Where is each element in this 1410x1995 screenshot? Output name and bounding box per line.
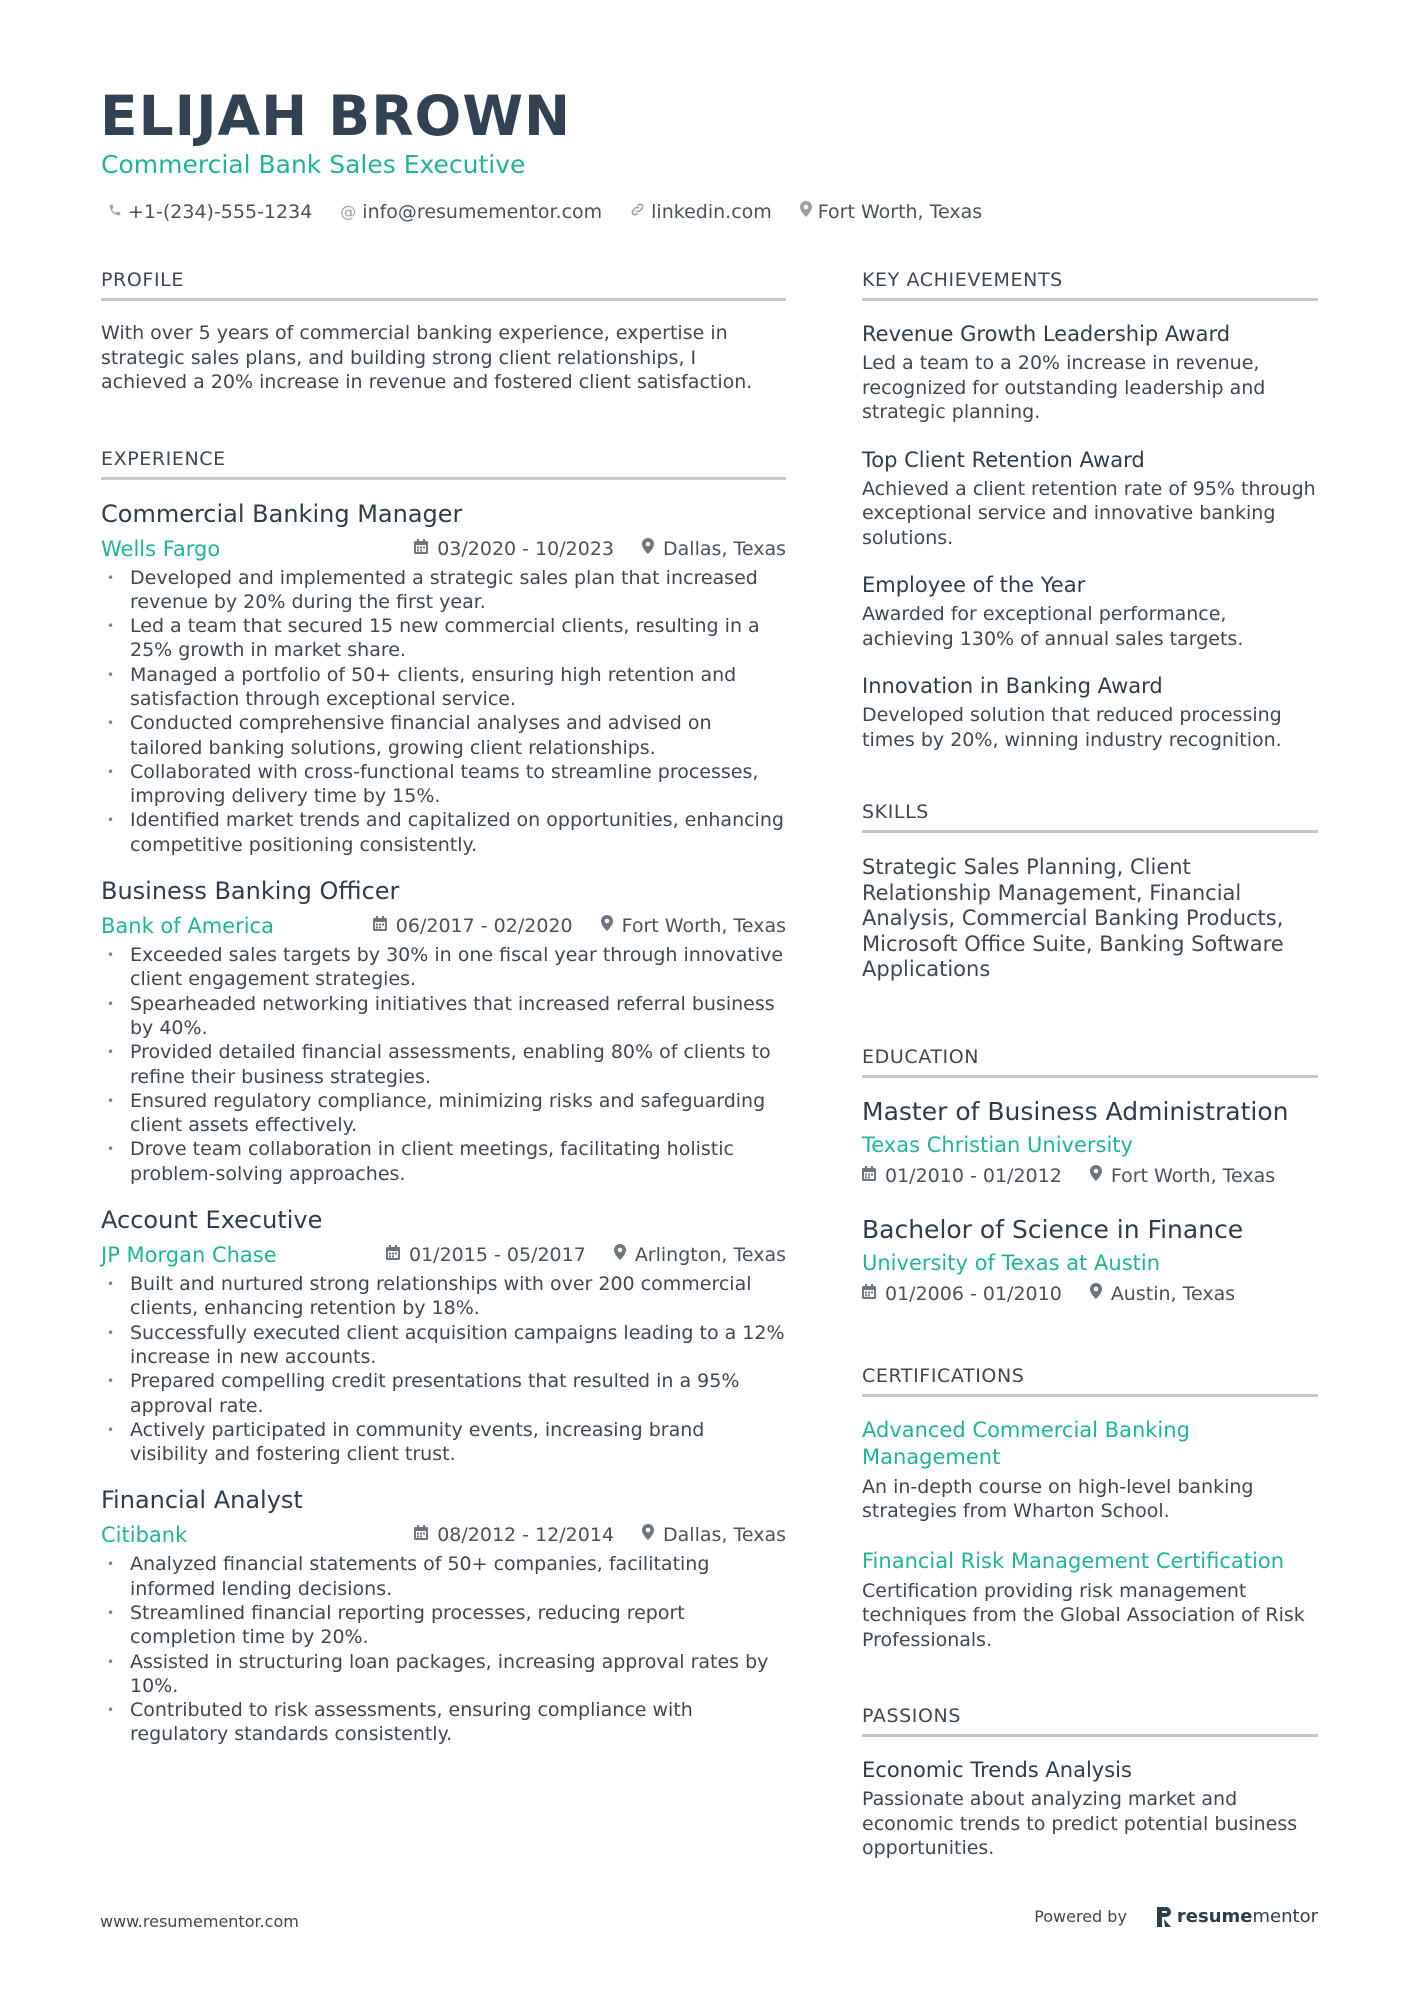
achievements-section bbox=[862, 266, 1318, 752]
certification-item bbox=[862, 1548, 1318, 1653]
at-icon: @ bbox=[340, 202, 357, 221]
brand-logo-icon bbox=[1157, 1907, 1171, 1927]
job-entry bbox=[101, 1204, 786, 1466]
passions-heading: PASSIONS bbox=[862, 1702, 1318, 1737]
company-name: JP Morgan Chase bbox=[101, 1243, 277, 1268]
right-column bbox=[862, 266, 1318, 1861]
contact-bar bbox=[108, 199, 1010, 225]
footer-powered bbox=[1034, 1906, 1318, 1927]
bullet-item: • Drove team collaboration in client meetings, facilitating holistic problem-solving approaches. bbox=[101, 1137, 786, 1186]
bullet-item: • Analyzed financial statements of 50+ companies, facilitating informed lending decisions. bbox=[101, 1552, 786, 1601]
skills-section bbox=[862, 798, 1318, 983]
map-pin-icon bbox=[601, 911, 613, 941]
job-location bbox=[642, 1520, 786, 1550]
powered-by-text: Powered by bbox=[1034, 1907, 1127, 1926]
certifications-heading: CERTIFICATIONS bbox=[862, 1362, 1318, 1397]
certification-item bbox=[862, 1417, 1318, 1524]
achievement-desc: Achieved a client retention rate of 95% through exceptional service and innovative banking solutions. bbox=[862, 477, 1316, 549]
certification-title: Financial Risk Management Certification bbox=[862, 1548, 1284, 1573]
job-title: Business Banking Officer bbox=[101, 877, 400, 906]
achievement-item bbox=[862, 445, 1318, 551]
bullet-item: • Led a team that secured 15 new commercial clients, resulting in a 25% growth in market share. bbox=[101, 614, 786, 663]
location-text: Fort Worth, Texas bbox=[817, 201, 983, 223]
company-name: Bank of America bbox=[101, 914, 274, 939]
job-dates bbox=[414, 534, 614, 564]
profile-heading: PROFILE bbox=[101, 266, 786, 301]
bullet-item: • Identified market trends and capitalized on opportunities, enhancing competitive positioning consistently. bbox=[101, 808, 786, 857]
link-icon bbox=[630, 199, 645, 225]
job-location-text: Dallas, Texas bbox=[663, 1524, 786, 1547]
calendar-icon bbox=[414, 534, 428, 564]
education-dates: 01/2006 - 01/2010 bbox=[885, 1282, 1062, 1305]
footer-url[interactable]: www.resumementor.com bbox=[100, 1912, 299, 1931]
calendar-icon bbox=[414, 1520, 428, 1550]
bullet-item: • Spearheaded networking initiatives that increased referral business by 40%. bbox=[101, 992, 786, 1041]
certifications-section bbox=[862, 1362, 1318, 1653]
candidate-role: Commercial Bank Sales Executive bbox=[101, 150, 526, 179]
skills-text: Strategic Sales Planning, Client Relationship Management, Financial Analysis, Commercial Banking Products, Microsoft Office Suite, Banking Software Applications bbox=[862, 855, 1284, 981]
job-bullets bbox=[101, 566, 786, 858]
job-entry bbox=[101, 498, 786, 858]
job-dates bbox=[373, 911, 573, 941]
achievement-item bbox=[862, 570, 1318, 651]
calendar-icon bbox=[386, 1240, 400, 1270]
certification-title: Advanced Commercial Banking Management bbox=[862, 1417, 1190, 1469]
job-title: Financial Analyst bbox=[101, 1486, 303, 1515]
passion-desc: Passionate about analyzing market and economic trends to predict potential business opportunities. bbox=[862, 1788, 1298, 1859]
achievement-item bbox=[862, 319, 1318, 425]
passion-title: Economic Trends Analysis bbox=[862, 1758, 1132, 1782]
achievement-title: Revenue Growth Leadership Award bbox=[862, 322, 1231, 346]
bullet-item: • Contributed to risk assessments, ensuring compliance with regulatory standards consistently. bbox=[101, 1698, 786, 1747]
job-location-text: Fort Worth, Texas bbox=[621, 915, 786, 938]
job-location-text: Dallas, Texas bbox=[663, 537, 786, 560]
experience-section bbox=[101, 445, 786, 1747]
candidate-name: ELIJAH BROWN bbox=[100, 84, 572, 148]
bullet-item: • Collaborated with cross-functional teams to streamline processes, improving delivery time by 15%. bbox=[101, 760, 786, 809]
achievements-heading: KEY ACHIEVEMENTS bbox=[862, 266, 1318, 301]
brand-logo[interactable] bbox=[1157, 1906, 1318, 1927]
phone-text: +1-(234)-555-1234 bbox=[128, 201, 313, 223]
degree-title: Master of Business Administration bbox=[862, 1096, 1289, 1126]
achievement-title: Top Client Retention Award bbox=[862, 447, 1145, 472]
bullet-item: • Successfully executed client acquisition campaigns leading to a 12% increase in new accounts. bbox=[101, 1321, 786, 1370]
passions-section bbox=[862, 1702, 1318, 1861]
calendar-icon bbox=[862, 1280, 876, 1308]
job-title: Account Executive bbox=[101, 1206, 323, 1235]
linkedin-text: linkedin.com bbox=[651, 201, 772, 223]
brand-name-light: mentor bbox=[1252, 1906, 1318, 1927]
skills-heading: SKILLS bbox=[862, 798, 1318, 833]
achievement-title: Employee of the Year bbox=[862, 573, 1086, 597]
job-meta bbox=[101, 1520, 786, 1550]
company-name: Citibank bbox=[101, 1523, 188, 1548]
contact-email[interactable] bbox=[340, 199, 602, 225]
calendar-icon bbox=[373, 911, 387, 941]
job-dates bbox=[386, 1240, 586, 1270]
bullet-item: • Built and nurtured strong relationships with over 200 commercial clients, enhancing retention by 18%. bbox=[101, 1272, 786, 1321]
education-location: Fort Worth, Texas bbox=[1110, 1164, 1276, 1187]
email-text: info@resumementor.com bbox=[362, 201, 603, 223]
achievement-desc: Led a team to a 20% increase in revenue, recognized for outstanding leadership and strategic planning. bbox=[862, 352, 1266, 423]
bullet-item: • Streamlined financial reporting processes, reducing report completion time by 20%. bbox=[101, 1601, 786, 1650]
map-pin-icon bbox=[642, 534, 654, 564]
education-item bbox=[862, 1214, 1318, 1308]
company-name: Wells Fargo bbox=[101, 536, 221, 561]
job-dates-text: 03/2020 - 10/2023 bbox=[437, 537, 615, 560]
education-heading: EDUCATION bbox=[862, 1043, 1318, 1078]
achievement-desc: Developed solution that reduced processing times by 20%, winning industry recognition. bbox=[862, 704, 1282, 751]
bullet-item: • Assisted in structuring loan packages, increasing approval rates by 10%. bbox=[101, 1650, 786, 1699]
job-meta bbox=[101, 911, 786, 941]
contact-phone[interactable] bbox=[108, 199, 312, 225]
map-pin-icon bbox=[642, 1520, 654, 1550]
phone-icon bbox=[108, 199, 122, 225]
map-pin-icon bbox=[614, 1240, 626, 1270]
map-pin-icon bbox=[800, 199, 812, 225]
job-meta bbox=[101, 1240, 786, 1270]
bullet-item: • Provided detailed financial assessments, enabling 80% of clients to refine their business strategies. bbox=[101, 1040, 786, 1089]
education-dates: 01/2010 - 01/2012 bbox=[885, 1164, 1062, 1187]
school-name: University of Texas at Austin bbox=[862, 1250, 1161, 1275]
profile-text: With over 5 years of commercial banking experience, expertise in strategic sales plans, and building strong client relationships, I achieved a 20% increase in revenue and fostered client satisfaction. bbox=[101, 322, 753, 393]
bullet-item: • Managed a portfolio of 50+ clients, ensuring high retention and satisfaction through exceptional service. bbox=[101, 663, 786, 712]
job-location bbox=[601, 911, 786, 941]
job-bullets bbox=[101, 943, 786, 1186]
education-meta bbox=[862, 1280, 1318, 1308]
job-dates bbox=[414, 1520, 614, 1550]
education-location: Austin, Texas bbox=[1110, 1282, 1236, 1305]
job-dates-text: 06/2017 - 02/2020 bbox=[395, 915, 573, 938]
contact-location bbox=[800, 199, 982, 225]
job-entry bbox=[101, 875, 786, 1186]
experience-heading: EXPERIENCE bbox=[101, 445, 786, 480]
job-dates-text: 01/2015 - 05/2017 bbox=[409, 1244, 586, 1267]
left-column bbox=[101, 266, 786, 1747]
achievement-item bbox=[862, 671, 1318, 752]
map-pin-icon bbox=[1090, 1162, 1102, 1190]
education-section bbox=[862, 1043, 1318, 1308]
achievement-title: Innovation in Banking Award bbox=[862, 674, 1163, 698]
education-meta bbox=[862, 1162, 1318, 1190]
profile-section bbox=[101, 266, 786, 395]
job-bullets bbox=[101, 1272, 786, 1466]
brand-name-bold: resume bbox=[1176, 1906, 1253, 1927]
bullet-item: • Developed and implemented a strategic sales plan that increased revenue by 20% during the first year. bbox=[101, 566, 786, 615]
degree-title: Bachelor of Science in Finance bbox=[862, 1214, 1244, 1244]
job-location bbox=[642, 534, 786, 564]
certification-desc: Certification providing risk management techniques from the Global Association of Risk Professionals. bbox=[862, 1579, 1305, 1651]
job-meta bbox=[101, 534, 786, 564]
map-pin-icon bbox=[1090, 1280, 1102, 1308]
bullet-item: • Exceeded sales targets by 30% in one fiscal year through innovative client engagement strategies. bbox=[101, 943, 786, 992]
job-dates-text: 08/2012 - 12/2014 bbox=[437, 1524, 615, 1547]
education-item bbox=[862, 1096, 1318, 1190]
bullet-item: • Actively participated in community events, increasing brand visibility and fostering client trust. bbox=[101, 1418, 786, 1467]
bullet-item: • Ensured regulatory compliance, minimizing risks and safeguarding client assets effectively. bbox=[101, 1089, 786, 1138]
certification-desc: An in-depth course on high-level banking strategies from Wharton School. bbox=[862, 1475, 1254, 1522]
job-title: Commercial Banking Manager bbox=[101, 499, 463, 528]
school-name: Texas Christian University bbox=[862, 1132, 1133, 1157]
job-entry bbox=[101, 1484, 786, 1746]
achievement-desc: Awarded for exceptional performance, achieving 130% of annual sales targets. bbox=[862, 603, 1244, 650]
bullet-item: • Prepared compelling credit presentations that resulted in a 95% approval rate. bbox=[101, 1369, 786, 1418]
calendar-icon bbox=[862, 1162, 876, 1190]
contact-linkedin[interactable] bbox=[630, 199, 772, 225]
job-location bbox=[614, 1240, 786, 1270]
job-location-text: Arlington, Texas bbox=[634, 1244, 786, 1267]
bullet-item: • Conducted comprehensive financial analyses and advised on tailored banking solutions, growing client relationships. bbox=[101, 711, 786, 760]
job-bullets bbox=[101, 1552, 786, 1746]
